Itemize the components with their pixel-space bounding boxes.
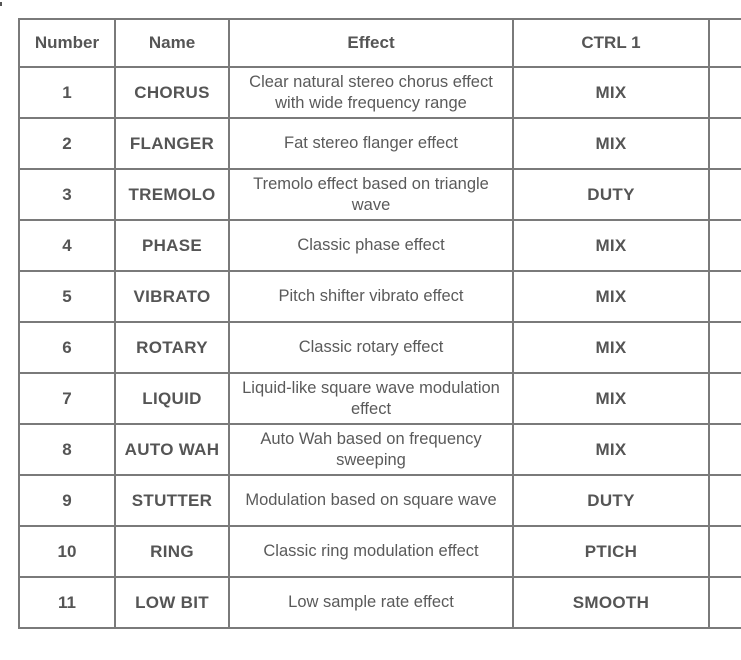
row-next-column: [709, 118, 741, 169]
header-next-column: [709, 19, 741, 67]
row-effect: Clear natural stereo chorus effect with wide frequency range: [229, 67, 513, 118]
header-row: [19, 19, 741, 67]
table-row: [19, 118, 741, 169]
row-name: STUTTER: [115, 475, 229, 526]
row-number: 2: [19, 118, 115, 169]
row-next-column: [709, 475, 741, 526]
table-row: [19, 526, 741, 577]
row-name: CHORUS: [115, 67, 229, 118]
row-name: AUTO WAH: [115, 424, 229, 475]
table-row: [19, 322, 741, 373]
table-row: [19, 424, 741, 475]
row-effect: Auto Wah based on frequency sweeping: [229, 424, 513, 475]
row-next-column: [709, 67, 741, 118]
row-number: 11: [19, 577, 115, 628]
row-next-column: [709, 271, 741, 322]
row-name: VIBRATO: [115, 271, 229, 322]
row-number: 6: [19, 322, 115, 373]
row-effect: Low sample rate effect: [229, 577, 513, 628]
row-number: 8: [19, 424, 115, 475]
row-name: FLANGER: [115, 118, 229, 169]
row-name: LOW BIT: [115, 577, 229, 628]
row-next-column: [709, 424, 741, 475]
row-effect: Fat stereo flanger effect: [229, 118, 513, 169]
row-number: 10: [19, 526, 115, 577]
row-ctrl1: MIX: [513, 220, 709, 271]
table-row: [19, 169, 741, 220]
row-ctrl1: DUTY: [513, 475, 709, 526]
row-ctrl1: PTICH: [513, 526, 709, 577]
effects-table: [18, 18, 741, 629]
row-ctrl1: MIX: [513, 67, 709, 118]
row-effect: Modulation based on square wave: [229, 475, 513, 526]
row-ctrl1: MIX: [513, 118, 709, 169]
row-number: 7: [19, 373, 115, 424]
row-next-column: [709, 322, 741, 373]
row-next-column: [709, 577, 741, 628]
row-next-column: [709, 169, 741, 220]
row-name: RING: [115, 526, 229, 577]
row-ctrl1: SMOOTH: [513, 577, 709, 628]
header-effect: Effect: [229, 19, 513, 67]
row-name: PHASE: [115, 220, 229, 271]
table-row: [19, 67, 741, 118]
row-ctrl1: DUTY: [513, 169, 709, 220]
row-effect: Pitch shifter vibrato effect: [229, 271, 513, 322]
row-name: ROTARY: [115, 322, 229, 373]
header-number: Number: [19, 19, 115, 67]
header-name: Name: [115, 19, 229, 67]
table-row: [19, 577, 741, 628]
table-row: [19, 475, 741, 526]
row-ctrl1: MIX: [513, 322, 709, 373]
row-effect: Classic ring modulation effect: [229, 526, 513, 577]
row-number: 5: [19, 271, 115, 322]
table-row: [19, 373, 741, 424]
row-ctrl1: MIX: [513, 271, 709, 322]
header-ctrl1: CTRL 1: [513, 19, 709, 67]
row-number: 1: [19, 67, 115, 118]
table-row: [19, 220, 741, 271]
row-next-column: [709, 373, 741, 424]
row-name: TREMOLO: [115, 169, 229, 220]
row-ctrl1: MIX: [513, 424, 709, 475]
row-effect: Liquid-like square wave modulation effect: [229, 373, 513, 424]
row-effect: Classic rotary effect: [229, 322, 513, 373]
row-number: 3: [19, 169, 115, 220]
row-next-column: [709, 220, 741, 271]
corner-mark: [0, 2, 2, 6]
row-number: 4: [19, 220, 115, 271]
row-next-column: [709, 526, 741, 577]
row-name: LIQUID: [115, 373, 229, 424]
table-row: [19, 271, 741, 322]
row-ctrl1: MIX: [513, 373, 709, 424]
row-number: 9: [19, 475, 115, 526]
row-effect: Classic phase effect: [229, 220, 513, 271]
row-effect: Tremolo effect based on triangle wave: [229, 169, 513, 220]
